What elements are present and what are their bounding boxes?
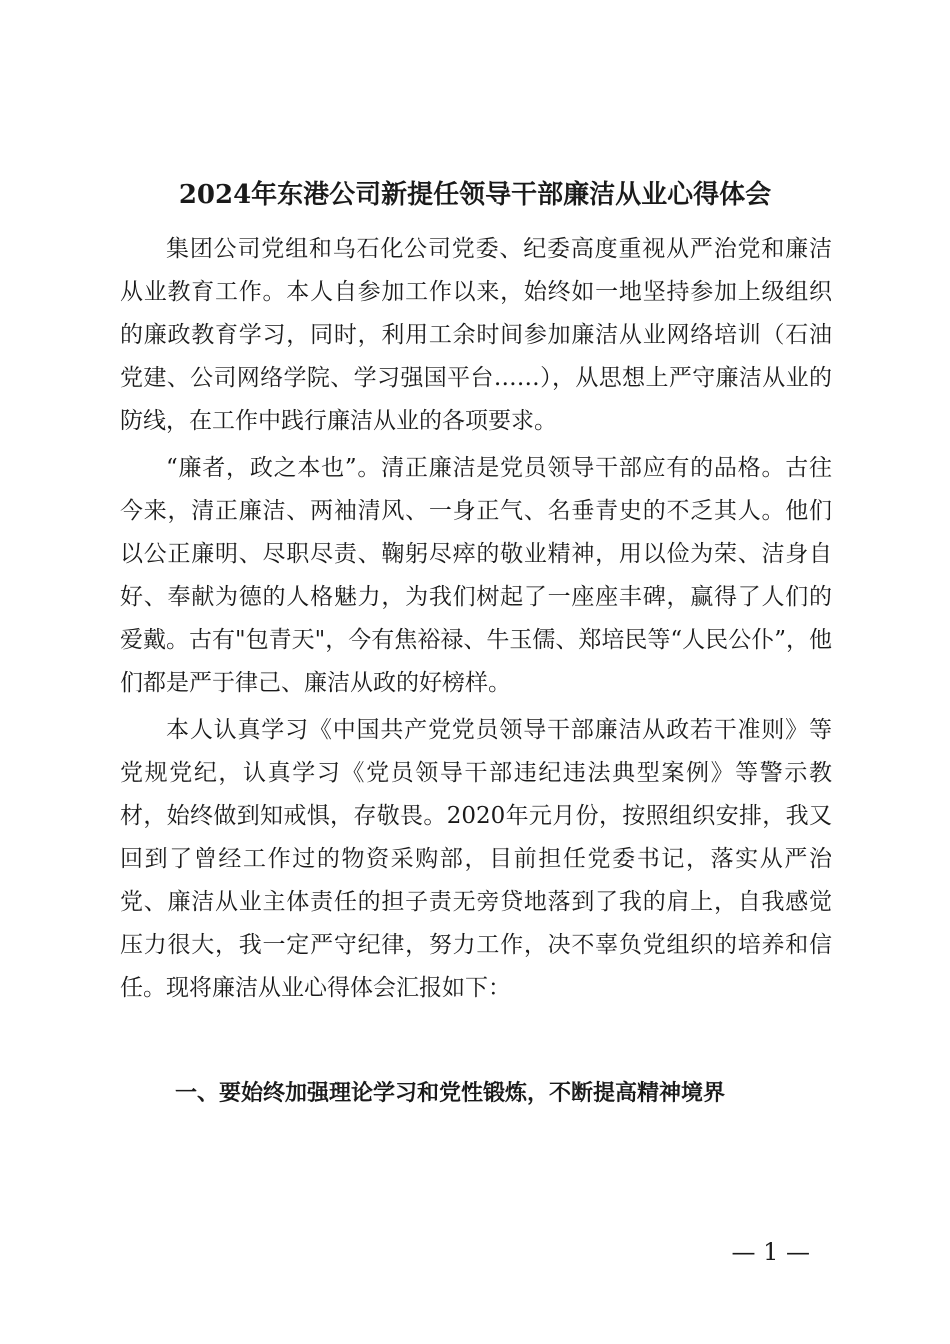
document-title: 2024年东港公司新提任领导干部廉洁从业心得体会 [178,180,772,210]
body-paragraph-1: 集团公司党组和乌石化公司党委、纪委高度重视从严治党和廉洁从业教育工作。本人自参加工作以来，始终如一地坚持参加上级组织的廉政教育学习，同时，利用工余时间参加廉洁从业网络培训（石油党建、公司网络学院、学习强国平台……），从思想上严守廉洁从业的防线，在工作中践行廉洁从业的各项要求。 [120,236,832,434]
page-number: — 1 — [731,1238,810,1266]
body-paragraph-3: 本人认真学习《中国共产党党员领导干部廉洁从政若干准则》等党规党纪，认真学习《党员领导干部违纪违法典型案例》等警示教材，始终做到知戒惧，存敬畏。2020年元月份，按照组织安排，我又回到了曾经工作过的物资采购部，目前担任党委书记，落实从严治党、廉洁从业主体责任的担子责无旁贷地落到了我的肩上，自我感觉压力很大，我一定严守纪律，努力工作，决不辜负党组织的培养和信任。现将廉洁从业心得体会汇报如下： [120,717,832,1001]
page-footer [0,1232,950,1272]
document-body [120,228,832,1014]
body-paragraph-2: “廉者，政之本也”。清正廉洁是党员领导干部应有的品格。古往今来，清正廉洁、两袖清风、一身正气、名垂青史的不乏其人。他们以公正廉明、尽职尽责、鞠躬尽瘁的敬业精神，用以俭为荣、洁身自好、奉献为德的人格魅力，为我们树起了一座座丰碑，赢得了人们的爱戴。古有"包青天"，今有焦裕禄、牛玉儒、郑培民等“人民公仆”，他们都是严于律己、廉洁从政的好榜样。 [120,455,832,696]
section-heading: 一、要始终加强理论学习和党性锻炼，不断提高精神境界 [175,1081,726,1106]
